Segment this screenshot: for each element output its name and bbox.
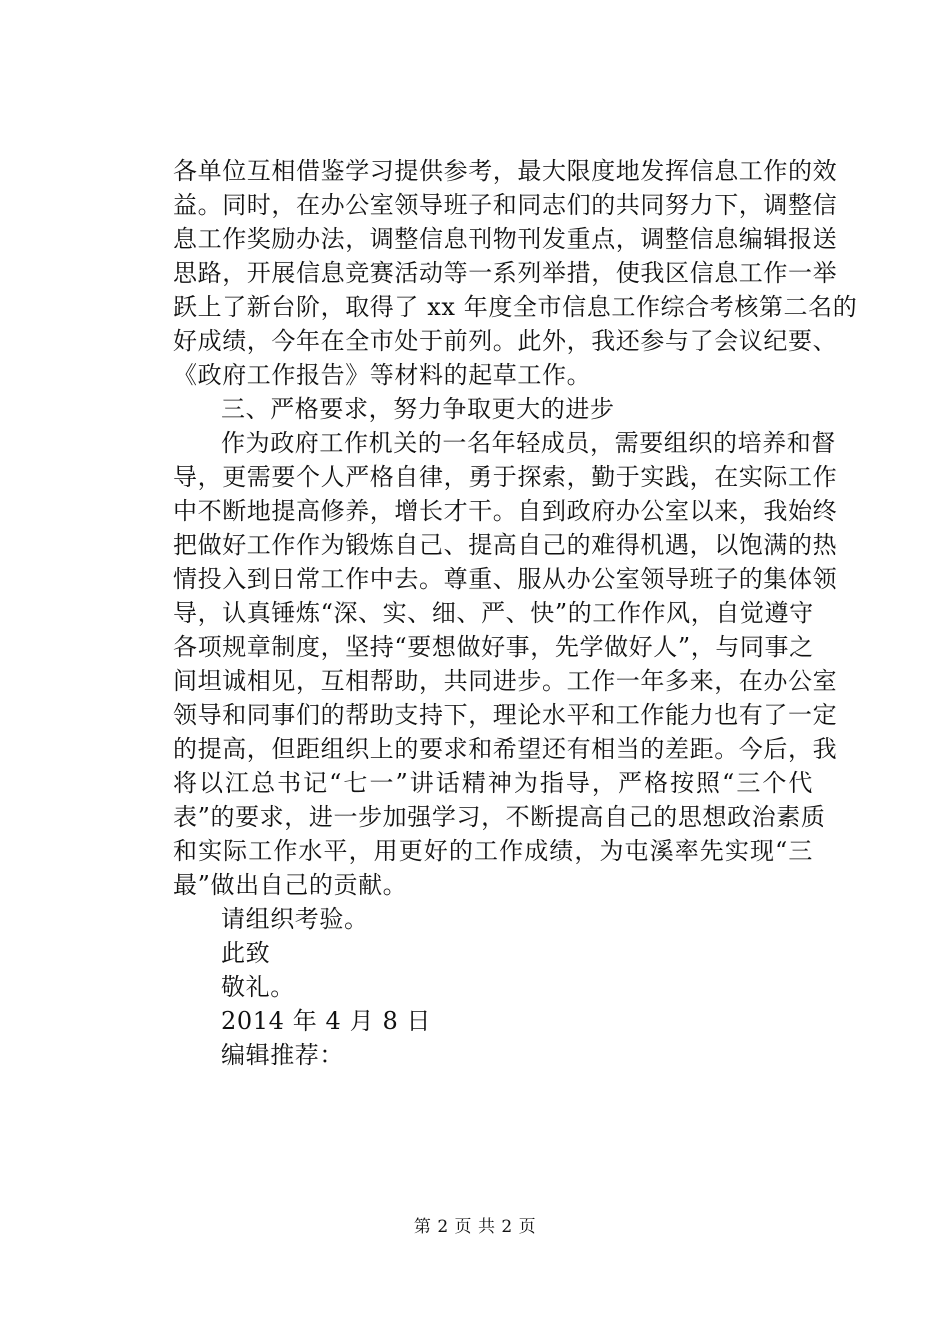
paragraph-line: 将以江总书记“七一”讲话精神为指导，严格按照“三个代 bbox=[173, 769, 813, 797]
paragraph-2 bbox=[173, 426, 838, 902]
paragraph-line: 和实际工作水平，用更好的工作成绩，为屯溪率先实现“三 bbox=[173, 837, 813, 865]
paragraph-line: 各项规章制度，坚持“要想做好事，先学做好人”，与同事之 bbox=[173, 633, 814, 661]
paragraph-line: 《政府工作报告》等材料的起草工作。 bbox=[173, 361, 592, 389]
editor-recommend-label: 编辑推荐： bbox=[221, 1041, 344, 1069]
paragraph-line: 情投入到日常工作中去。尊重、服从办公室领导班子的集体领 bbox=[173, 565, 838, 593]
paragraph-line: 把做好工作作为锻炼自己、提高自己的难得机遇，以饱满的热 bbox=[173, 531, 838, 559]
document-body bbox=[173, 154, 858, 1072]
paragraph-line: 的提高，但距组织上的要求和希望还有相当的差距。今后，我 bbox=[173, 735, 838, 763]
paragraph-line: 领导和同事们的帮助支持下，理论水平和工作能力也有了一定 bbox=[173, 701, 838, 729]
paragraph-line: 导，认真锤炼“深、实、细、严、快”的工作作风，自觉遵守 bbox=[173, 599, 814, 627]
paragraph-line: 好成绩，今年在全市处于前列。此外，我还参与了会议纪要、 bbox=[173, 327, 838, 355]
paragraph-line: 息工作奖励办法，调整信息刊物刊发重点，调整信息编辑报送 bbox=[173, 225, 838, 253]
paragraph-line: 思路，开展信息竞赛活动等一系列举措，使我区信息工作一举 bbox=[173, 259, 838, 287]
paragraph-line: 最”做出自己的贡献。 bbox=[173, 871, 408, 899]
paragraph-line: 各单位互相借鉴学习提供参考，最大限度地发挥信息工作的效 bbox=[173, 157, 838, 185]
paragraph-line: 作为政府工作机关的一名年轻成员，需要组织的培养和督 bbox=[221, 429, 836, 457]
salutation-line-1: 此致 bbox=[221, 939, 271, 967]
paragraph-line: 表”的要求，进一步加强学习，不断提高自己的思想政治素质 bbox=[173, 803, 826, 831]
paragraph-line: 中不断地提高修养，增长才干。自到政府办公室以来，我始终 bbox=[173, 497, 838, 525]
paragraph-line: 间坦诚相见，互相帮助，共同进步。工作一年多来，在办公室 bbox=[173, 667, 838, 695]
paragraph-line: 跃上了新台阶，取得了 xx 年度全市信息工作综合考核第二名的 bbox=[173, 293, 858, 321]
document-date: 2014 年 4 月 8 日 bbox=[221, 1007, 432, 1035]
paragraph-line: 益。同时，在办公室领导班子和同志们的共同努力下，调整信 bbox=[173, 191, 838, 219]
salutation-line-2: 敬礼。 bbox=[221, 973, 295, 1001]
section-heading: 三、严格要求，努力争取更大的进步 bbox=[221, 395, 615, 423]
paragraph-1 bbox=[173, 154, 858, 392]
page-footer bbox=[0, 1215, 950, 1239]
page-indicator: 第 2 页 共 2 页 bbox=[413, 1217, 537, 1237]
closing-request: 请组织考验。 bbox=[221, 905, 369, 933]
paragraph-line: 导，更需要个人严格自律，勇于探索，勤于实践，在实际工作 bbox=[173, 463, 838, 491]
